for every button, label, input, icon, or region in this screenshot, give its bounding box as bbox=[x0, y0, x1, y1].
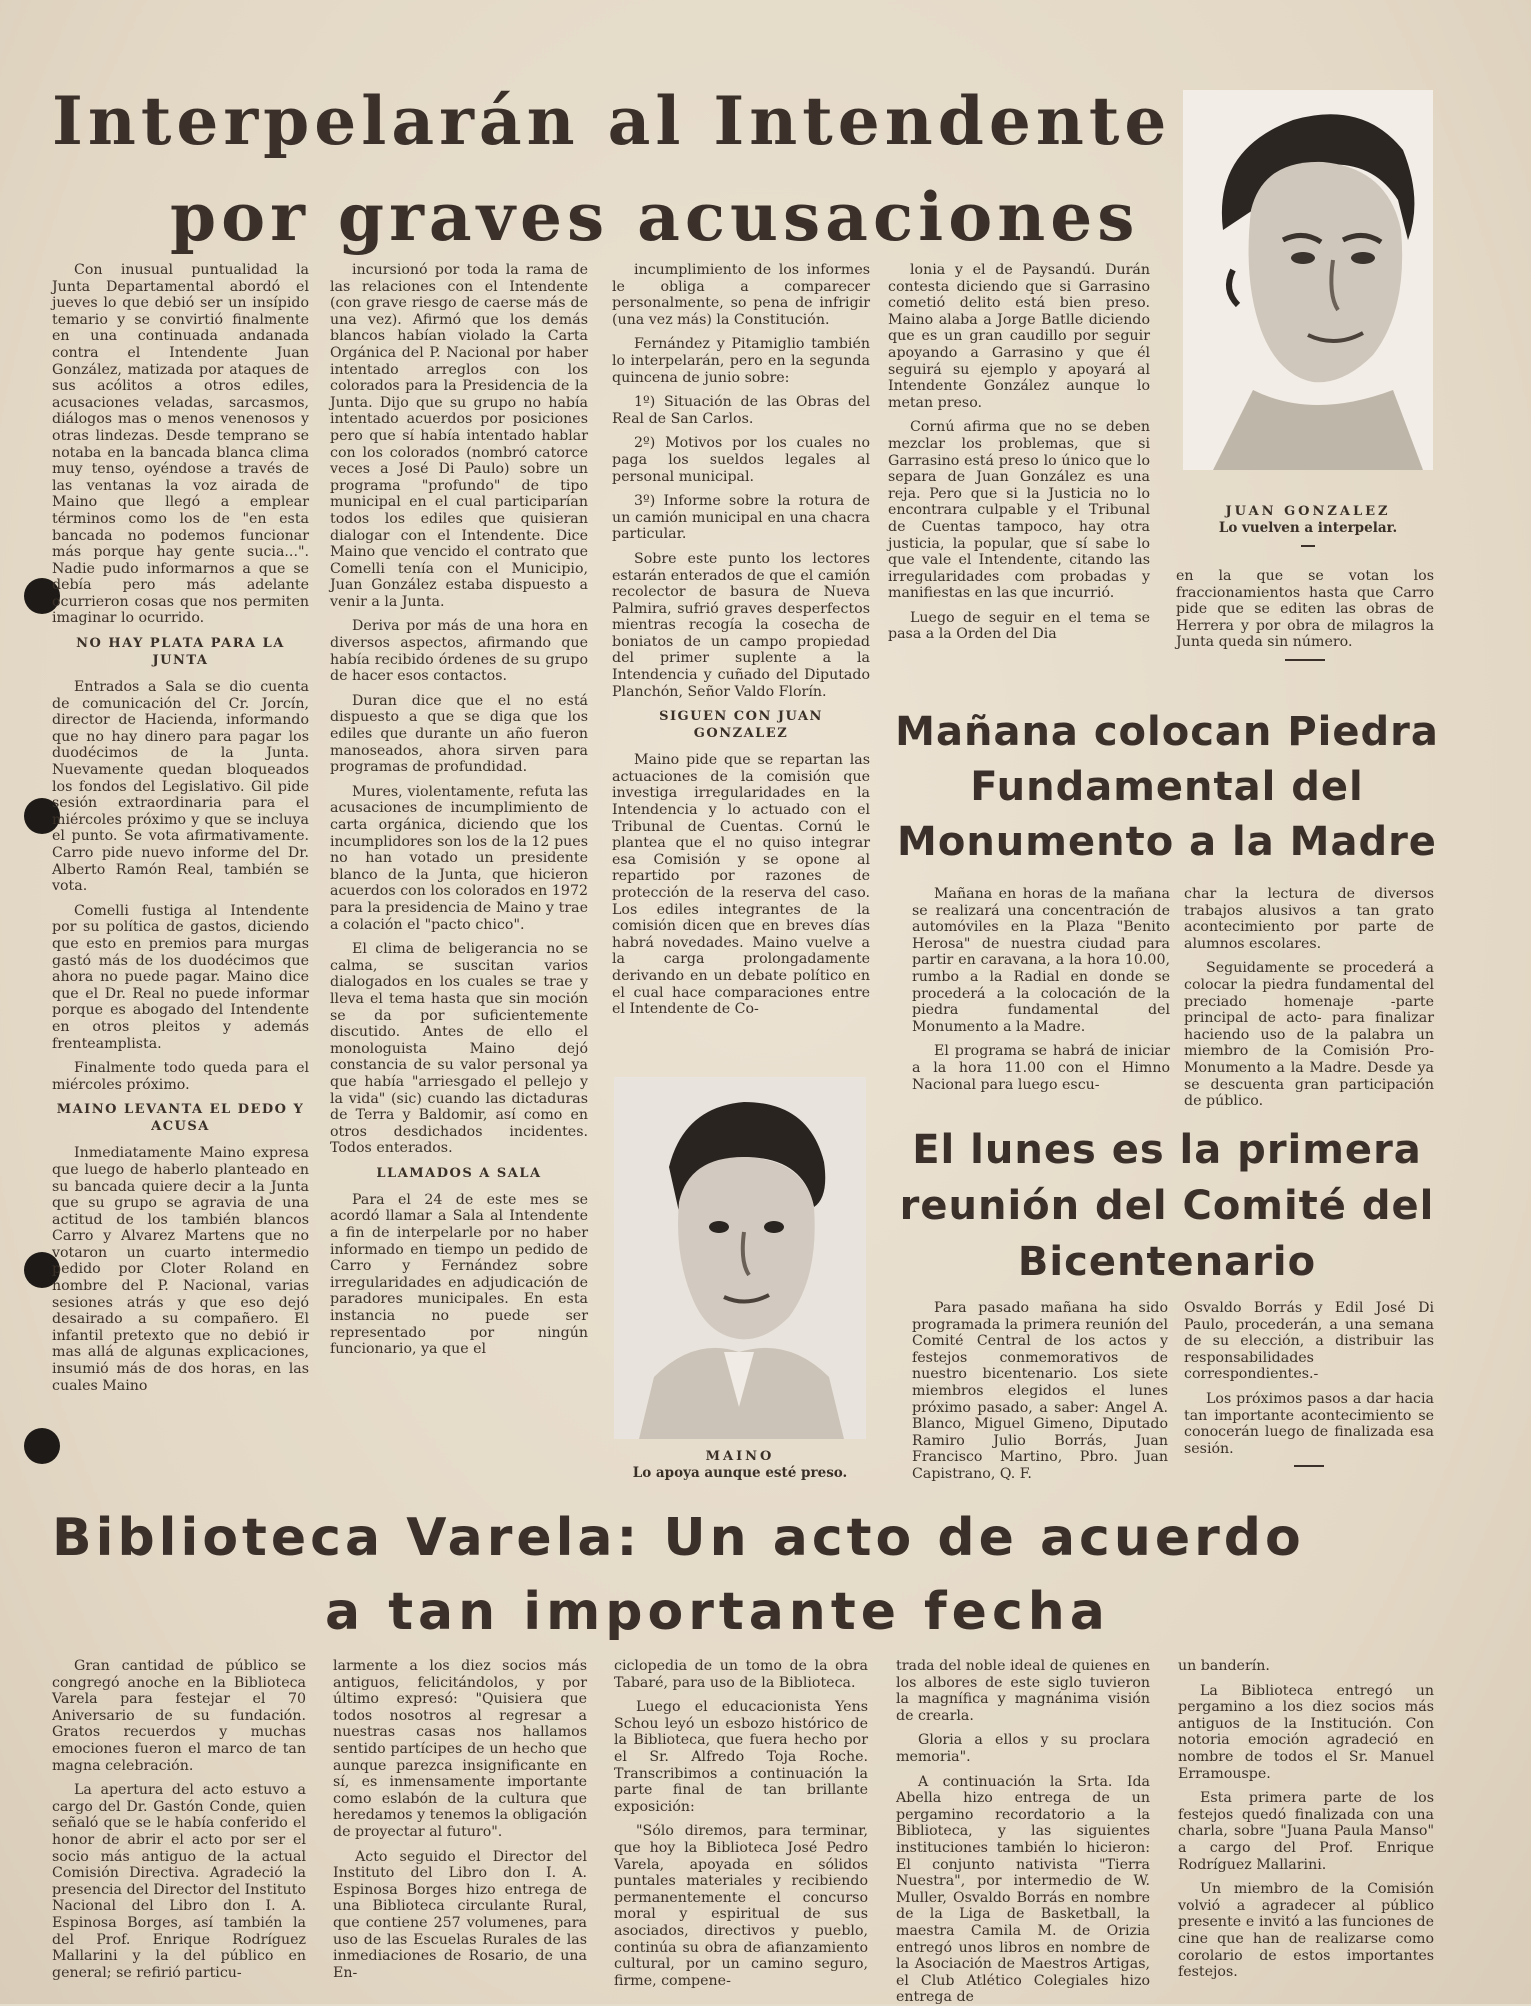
biblioteca-column-4 bbox=[896, 1658, 1150, 2006]
biblioteca-column-3 bbox=[614, 1658, 868, 1988]
paragraph: Para pasado mañana ha sido programada la primera reunión del Comité Central de los actos y festejos conmemorativos de nuestro bicentenario. Los siete miembros elegidos el lunes próximo pasado, a saber: Angel A. Blanco, Miguel Gimeno, Diputado Ramiro Julio Borrás, Juan Francisco Martino, Pbro. Juan Capistrano, Q. F. bbox=[912, 1300, 1168, 1482]
main-col1b-paragraphs bbox=[52, 679, 309, 1093]
paragraph: 3º) Informe sobre la rotura de un camión municipal en una chacra particular. bbox=[612, 493, 870, 543]
caption-description: Lo vuelven a interpelar. bbox=[1218, 520, 1398, 536]
caption-name: MAINO bbox=[705, 1449, 775, 1464]
paragraph: ciclopedia de un tomo de la obra Tabaré, para uso de la Biblioteca. bbox=[614, 1658, 868, 1691]
subheading-no-hay-plata: NO HAY PLATA PARA LA JUNTA bbox=[76, 636, 285, 669]
paragraph: 1º) Situación de las Obras del Real de San Carlos. bbox=[612, 394, 870, 427]
paragraph: Un miembro de la Comisión volvió a agradecer al público presente e invitó a las funciones de cine que han de realizarse como corolario de estos importantes festejos. bbox=[1178, 1881, 1434, 1981]
caption-maino bbox=[614, 1448, 866, 1482]
biblioteca-column-2 bbox=[333, 1658, 587, 1988]
paragraph: Gran cantidad de público se congregó anoche en la Biblioteca Varela para festejar el 70 Aniversario de su fundación. Gratos recuerdos y muchas emociones fueron el marco de tan magna celebración. bbox=[52, 1658, 306, 1774]
bicentenario-column-2 bbox=[1184, 1300, 1434, 1485]
paragraph: Deriva por más de una hora en diversos aspectos, afirmando que había recibido órdenes de su grupo de hacer esos contactos. bbox=[330, 618, 588, 685]
paragraph: Maino pide que se repartan las actuaciones de la comisión que investiga irregularidades en la Intendencia y lo actuado con el Tribunal de Cuentas. Cornú le plantea que el no quiso integrar esa Comisión y se opone al repartido por razones de protección de la reserva del caso. Los ediles integrantes de la comisión dicen que en breves días habrá novedades. Maino vuelve a la carga prolongadamente derivando en un debate político en el cual hace comparaciones entre el Intendente de Co- bbox=[612, 752, 870, 1018]
biblioteca-column-5 bbox=[1178, 1658, 1434, 1988]
bicentenario-column-1 bbox=[912, 1300, 1168, 1485]
caption-description: Lo apoya aunque esté preso. bbox=[632, 1465, 848, 1481]
paragraph: Los próximos pasos a dar hacia tan importante acontecimiento se conocerán luego de finalizada esa sesión. bbox=[1184, 1390, 1434, 1457]
paragraph: La apertura del acto estuvo a cargo del Dr. Gastón Conde, quien señaló que se le había conferido el honor de abrir el acto por ser el socio más antiguo de la actual Comisión Directiva. Agradeció la presencia del Director del Instituto Nacional del Libro don I. A. Espinosa Borges, así también la del Prof. Enrique Rodríguez Mallarini y la del público en general; se refirió particu- bbox=[52, 1782, 306, 1981]
paragraph: incumplimiento de los informes le obliga a comparecer personalmente, so pena de infrigir (una vez más) la Constitución. bbox=[612, 262, 870, 328]
caption-juan-gonzalez bbox=[1183, 503, 1433, 547]
monumento-headline: Mañana colocan Piedra Fundamental del Monumento a la Madre bbox=[895, 709, 1439, 865]
paragraph: Luego de seguir en el tema se pasa a la Orden del Dia bbox=[888, 609, 1150, 643]
main-article-column-4 bbox=[888, 262, 1150, 692]
paragraph: en la que se votan los fraccionamientos hasta que Carro pide que se editen las obras de Herrera y por obra de milagros la Junta queda sin número. bbox=[1176, 568, 1434, 651]
end-dash bbox=[1285, 659, 1325, 661]
paragraph: Seguidamente se procederá a colocar la piedra fundamental del preciado homenaje -parte principal de acto- para finalizar haciendo uso de la palabra un miembro de la Comisión Pro-Monumento a la Madre. Desde ya se descuenta gran participación de público. bbox=[1184, 960, 1434, 1110]
paragraph: lonia y el de Paysandú. Durán contesta diciendo que si Garrasino cometió delito está bien preso. Maino alaba a Jorge Batlle diciendo que es un gran caudillo por seguir apoyando a Garrasino y que él seguirá su ejemplo y apoyará al Intendente González aunque lo metan preso. bbox=[888, 262, 1150, 411]
paragraph: 2º) Motivos por los cuales no paga los sueldos legales al personal municipal. bbox=[612, 435, 870, 485]
paragraph: Fernández y Pitamiglio también lo interpelarán, pero en la segunda quincena de junio sobre: bbox=[612, 336, 870, 386]
main-article-column-5 bbox=[1176, 568, 1434, 698]
paragraph: A continuación la Srta. Ida Abella hizo entrega de un pergamino recordatorio a la Biblioteca, y las siguientes instituciones también lo hicieron: El conjunto nativista "Tierra Nuestra", por intermedio de W. Muller, Osvaldo Borrás en nombre de la Liga de Basketball, la maestra Camila M. de Orizia entregó unos libros en nombre de la Asociación de Maestros Artigas, el Club Atlético Colegiales hizo entrega de bbox=[896, 1773, 1150, 2006]
main-headline-line1: Interpelarán al Intendente bbox=[52, 82, 1172, 160]
paragraph: Gloria a ellos y su proclara memoria". bbox=[896, 1732, 1150, 1765]
paragraph: Mures, violentamente, refuta las acusaciones de incumplimiento de carta orgánica, diciendo que los incumplidores son los de la 12 pues no han votado un presidente blanco de la Junta, que hicieron acuerdos con los colorados en 1972 para la presidencia de Maino y trae a colación el "pacto chico". bbox=[330, 783, 588, 933]
biblioteca-column-1 bbox=[52, 1658, 306, 1988]
paragraph: Finalmente todo queda para el miércoles próximo. bbox=[52, 1060, 309, 1093]
paragraph: Entrados a Sala se dio cuenta de comunicación del Cr. Jorcín, director de Hacienda, informando que no hay dinero para pagar los duodécimos de la Junta. Nuevamente quedan bloqueados los fondos del Legislativo. Gil pide sesión extraordinaria para el miércoles próximo y que se incluya el punto. Se vota afirmativamente. Carro pide nuevo informe del Dr. Alberto Ramón Real, también se vota. bbox=[52, 679, 309, 895]
paragraph: Acto seguido el Director del Instituto del Libro don I. A. Espinosa Borges hizo entrega de una Biblioteca circulante Rural, que contiene 257 volumenes, para uso de las Escuelas Rurales de las inmediaciones de Rosario, de una En- bbox=[333, 1848, 587, 1981]
bicentenario-headline: El lunes es la primera reunión del Comité del Bicentenario bbox=[899, 1127, 1435, 1285]
biblioteca-headline-line2: a tan importante fecha bbox=[325, 1582, 1110, 1642]
caption-name: JUAN GONZALEZ bbox=[1225, 504, 1391, 519]
paragraph: Osvaldo Borrás y Edil José Di Paulo, procederán, a una semana de su elección, a distribuir las responsabilidades correspondientes.- bbox=[1184, 1300, 1434, 1383]
main-col1c-paragraphs bbox=[52, 1145, 309, 1394]
paragraph: Sobre este punto los lectores estarán enterados de que el camión recolector de basura de Nueva Palmira, sufrió graves desperfectos mientras recogía la cosecha de boniatos de un campo propiedad del primer suplente a la Intendencia y cuñado del Diputado Planchón, Señor Valdo Florín. bbox=[612, 550, 870, 700]
paragraph: char la lectura de diversos trabajos alusivos a tan grato acontecimiento por parte de alumnos escolares. bbox=[1184, 886, 1434, 952]
main-headline-line2: por graves acusaciones bbox=[170, 178, 1140, 256]
subheading-siguen-con-juan-gonzalez: SIGUEN CON JUAN GONZALEZ bbox=[659, 709, 823, 742]
main-article-column-3 bbox=[612, 262, 870, 1054]
photo-maino bbox=[614, 1077, 866, 1439]
paragraph: trada del noble ideal de quienes en los albores de este siglo tuvieron la magnífica y magnánima visión de crearla. bbox=[896, 1658, 1150, 1724]
main-article-column-2 bbox=[330, 262, 588, 1487]
paragraph: El programa se habrá de iniciar a la hora 11.00 con el Himno Nacional para luego escu- bbox=[912, 1043, 1170, 1093]
photo-juan-gonzalez bbox=[1183, 90, 1433, 470]
paragraph: Luego el educacionista Yens Schou leyó un esbozo histórico de la Biblioteca, que fuera hecho por el Sr. Alfredo Toja Roche. Transcribimos a continuación la parte final de tan brillante exposición: bbox=[614, 1699, 868, 1815]
paragraph: Cornú afirma que no se deben mezclar los problemas, que si Garrasino está preso lo único que lo separa de Juan González es una reja. Pero que si la Justicia no lo encontrara culpable y el Tribunal de Cuentas tampoco, hay otra justicia, la popular, que sí sabe lo que vale el Intendente, citando las irregularidades com probadas y manifiestas en las que incurrió. bbox=[888, 419, 1150, 602]
paragraph: El clima de beligerancia no se calma, se suscitan varios dialogados en los cuales se trae y lleva el tema hasta que sin moción se da por suficientemente discutido. Antes de ello el monologuista Maino dejó constancia de su valor personal ya que había "arriesgado el pellejo y la vida" (sic) cuando las dictaduras de Terra y Baldomir, así como en otros desdichados incidentes. Todos enterados. bbox=[330, 941, 588, 1157]
main-article-column-1 bbox=[52, 262, 309, 1487]
paragraph: Comelli fustiga al Intendente por su política de gastos, diciendo que esto en premios para murgas gastó más de los duodécimos que ahora no puede pagar. Maino dice que el Dr. Real no puede informar porque es abogado del Intendente en otros pleitos y además frenteamplista. bbox=[52, 902, 309, 1052]
subheading-llamados-a-sala: LLAMADOS A SALA bbox=[376, 1165, 542, 1181]
paragraph: Duran dice que el no está dispuesto a que se diga que los ediles que durante un año fueron manoseados, ahora sirven para programas de profundidad. bbox=[330, 692, 588, 776]
paragraph: Inmediatamente Maino expresa que luego de haberlo planteado en su bancada quiere decir a la Junta que su grupo se agravia de una actitud de los también blancos Carro y Alvarez Martens que no votaron un cuarto intermedio pedido por Cloter Roland en nombre del P. Nacional, varias sesiones atrás y que eso dejó desairado a su compañero. El infantil pretexto que no debió ir mas allá de algunas explicaciones, insumió más de dos horas, en las cuales Maino bbox=[52, 1145, 309, 1394]
paragraph: larmente a los diez socios más antiguos, felicitándolos, y por último expresó: "Quisiera que todos nosotros al regresar a nuestras casas nos hallamos sentido partícipes de un hecho que aunque parezca insignificante en sí, es inmensamente importante como eslabón de la cultura que heredamos y tenemos la obligación de proyectar al futuro". bbox=[333, 1658, 587, 1840]
monumento-column-2 bbox=[1184, 886, 1434, 1110]
monumento-column-1 bbox=[912, 886, 1170, 1106]
paragraph: La Biblioteca entregó un pergamino a los diez socios más antiguos de la Institución. Con notoria emoción agradeció en nombre de todos el Sr. Manuel Erramouspe. bbox=[1178, 1682, 1434, 1782]
end-dash bbox=[1294, 1465, 1324, 1467]
paragraph: un banderín. bbox=[1178, 1658, 1270, 1674]
paragraph: "Sólo diremos, para terminar, que hoy la Biblioteca José Pedro Varela, apoyada en sólidos puntales materiales y recibiendo permanentemente el concurso moral y espiritual de sus asociados, directivos y pueblo, continúa su obra de afianzamiento cultural, por un camino seguro, firme, compene- bbox=[614, 1823, 868, 1989]
paragraph: Mañana en horas de la mañana se realizará una concentración de automóviles en la Plaza "Benito Herosa" de nuestra ciudad para partir en caravana, a la hora 10.00, rumbo a la Radial en donde se procederá a la colocación de la piedra fundamental del Monumento a la Madre. bbox=[912, 886, 1170, 1035]
paragraph: Para el 24 de este mes se acordó llamar a Sala al Intendente a fin de interpelarle por no haber informado en tiempo un pedido de Carro y Fernández sobre irregularidades en adjudicación de paradores municipales. En esta instancia no puede ser representado por ningún funcionario, ya que el bbox=[330, 1191, 588, 1358]
paragraph: incursionó por toda la rama de las relaciones con el Intendente (con grave riesgo de caerse más de una vez). Afirmó que los demás blancos habían violado la Carta Orgánica del P. Nacional por haber intentado arreglos con los colorados para la Presidencia de la Junta. Dijo que su grupo no había intentado acuerdos por posiciones pero que sí había intentado hablar con los colorados (nombró catorce veces a José Di Paulo) sobre un programa "profundo" de tipo municipal en el cual participarían todos los ediles que quisieran dialogar con el Intendente. Dice Maino que vencido el contrato que Comelli tenía con el Municipio, Juan González estaba dispuesto a venir a la Junta. bbox=[330, 262, 588, 610]
paragraph: Con inusual puntualidad la Junta Departamental abordó el jueves lo que debió ser un insípido temario y se convirtió finalmente en una continuada andanada contra el Intendente Juan González, matizada por ataques de sus acólitos a otros ediles, acusaciones veladas, sarcasmos, diálogos mas o menos venenosos y otras lindezas. Desde temprano se notaba en la bancada blanca clima muy tenso, oyéndose a través de las ventanas la voz airada de Maino que llegó a emplear términos como los de "en esta bancada no podemos funcionar más porque hay gente sucia...". Nadie pudo informarnos a que se debía pero más adelante ocurrieron cosas que nos permiten imaginar lo ocurrido. bbox=[52, 262, 309, 627]
portrait-juan-gonzalez bbox=[1183, 90, 1433, 470]
biblioteca-headline-line1: Biblioteca Varela: Un acto de acuerdo bbox=[52, 1508, 1305, 1568]
subheading-maino-levanta: MAINO LEVANTA EL DEDO Y ACUSA bbox=[56, 1102, 305, 1135]
portrait-maino bbox=[614, 1077, 866, 1439]
paragraph: Esta primera parte de los festejos quedó finalizada con una charla, sobre "Juana Paula Manso" a cargo del Prof. Enrique Rodríguez Mallarini. bbox=[1178, 1790, 1434, 1873]
caption-dash bbox=[1301, 545, 1315, 547]
main-col1-paragraphs bbox=[52, 262, 309, 627]
